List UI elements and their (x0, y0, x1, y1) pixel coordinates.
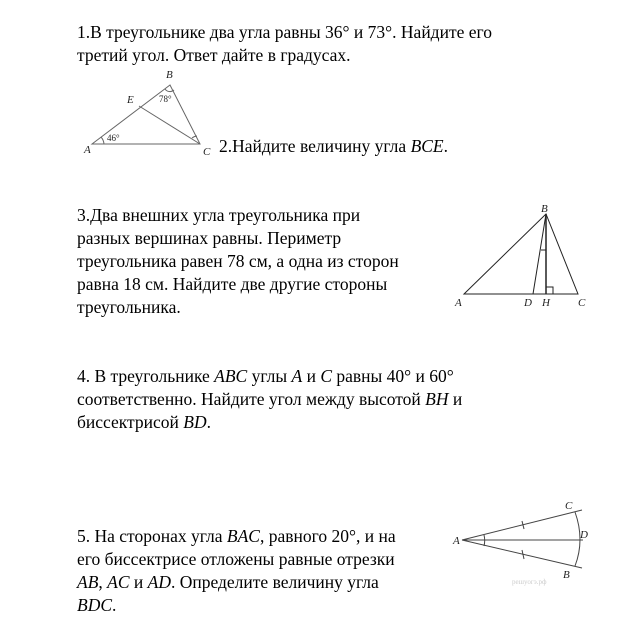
label-d-2: D (524, 297, 532, 309)
watermark: решуогэ.рф (512, 578, 547, 586)
text-segment: разных вершинах равны. Периметр (77, 228, 342, 248)
text-segment: 1.В треугольнике два угла равны 36° и 73°. Найдите его (77, 22, 493, 42)
text-segment: и (129, 572, 148, 592)
ray-ab (462, 540, 582, 568)
angle-arc-a (101, 137, 104, 144)
label-e: E (127, 94, 134, 106)
text-segment: 3.Два внешних угла треугольника при (77, 205, 361, 225)
text-segment: треугольника равен 78 см, а одна из сторон (77, 251, 399, 271)
text-segment: равна 18 см. Найдите две другие стороны (77, 274, 388, 294)
text-segment: 2.Найдите величину угла (219, 136, 411, 156)
label-c: C (203, 146, 211, 158)
ray-ac (462, 510, 582, 540)
text-segment: . (112, 595, 117, 615)
math-variable: A (291, 366, 303, 386)
math-variable: BH (425, 389, 449, 409)
text-segment: его биссектрисе отложены равные отрезки (77, 549, 395, 569)
text-segment: 4. В треугольнике (77, 366, 215, 386)
text-segment: равны 40° и 60° (332, 366, 454, 386)
label-c-3: C (565, 500, 573, 512)
angle-a-value: 46° (107, 133, 120, 143)
math-variable: AB (77, 572, 99, 592)
label-a-3: A (453, 535, 460, 547)
label-b-2: B (541, 203, 548, 215)
figure-triangle-height-bisector (464, 214, 578, 294)
text-segment: . (206, 412, 211, 432)
figure-angle-bac (462, 510, 583, 568)
label-d-3: D (580, 529, 588, 541)
text-segment: и (302, 366, 321, 386)
text-segment: и (448, 389, 463, 409)
label-a-2: A (455, 297, 462, 309)
label-a: A (84, 144, 91, 156)
right-angle-mark (546, 287, 553, 294)
math-variable: BAC (226, 526, 260, 546)
text-segment: третий угол. Ответ дайте в градусах. (77, 45, 351, 65)
text-segment: . (443, 136, 448, 156)
text-segment: , равного 20°, и на (259, 526, 396, 546)
text-segment: . Определите величину угла (170, 572, 379, 592)
math-variable: AD (147, 572, 171, 592)
math-variable: AC (107, 572, 130, 592)
angle-b-value: 78° (159, 94, 172, 104)
bisector-bd (533, 214, 546, 294)
math-variable: ABC (214, 366, 248, 386)
text-segment: треугольника. (77, 297, 181, 317)
text-segment: , (98, 572, 108, 592)
math-variable: BD (183, 412, 207, 432)
label-b-3: B (563, 569, 570, 581)
math-variable: BDC (77, 595, 112, 615)
label-h-2: H (542, 297, 550, 309)
math-variable: C (320, 366, 333, 386)
math-variable: BCE (410, 136, 444, 156)
label-b: B (166, 69, 173, 81)
text-segment: соответственно. Найдите угол между высотой (77, 389, 426, 409)
label-c-2: C (578, 297, 586, 309)
triangle-abc-2 (464, 214, 578, 294)
text-segment: биссектрисой (77, 412, 184, 432)
text-segment: 5. На сторонах угла (77, 526, 227, 546)
text-segment: углы (247, 366, 292, 386)
